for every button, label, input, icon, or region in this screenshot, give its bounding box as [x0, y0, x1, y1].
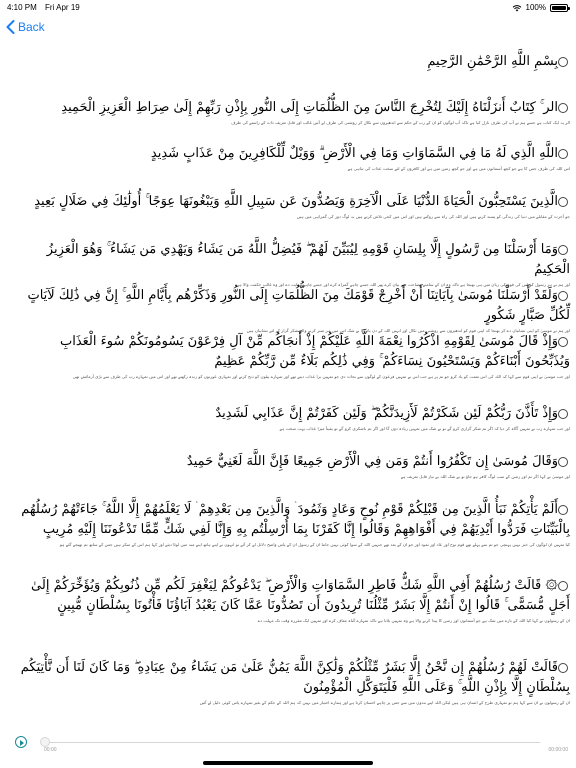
chevron-left-icon [6, 20, 15, 34]
ayah-marker-icon [558, 245, 568, 255]
verse-item[interactable] [14, 500, 570, 548]
verse-arabic: ۞ قَالَتْ رُسُلُهُمْ أَفِي اللَّهِ شَكٌّ فَاطِرِ السَّمَاوَاتِ وَالْأَرْضِ ۖ يَدْعُوكُمْ لِيَغْفِرَ لَكُم مِّن ذُنُوبِكُمْ وَيُؤَخِّرَكُمْ إِلَىٰ أَجَلٍ مُّسَمًّى ۚ قَالُوا إِنْ أَنتُمْ إِلَّا بَشَرٌ مِّثْلُنَا تُرِيدُونَ أَن تَصُدُّونَا عَمَّا كَانَ يَعْبُدُ آبَاؤُنَا فَأْتُونَا بِسُلْطَانٍ مُّبِينٍ [31, 578, 570, 613]
ayah-marker-icon [558, 57, 568, 67]
ayah-marker-icon [558, 291, 568, 301]
verse-item[interactable] [14, 52, 570, 74]
verse-arabic: الر ۚ كِتَابٌ أَنزَلْنَاهُ إِلَيْكَ لِتُخْرِجَ النَّاسَ مِنَ الظُّلُمَاتِ إِلَى النُّورِ بِإِذْنِ رَبِّهِمْ إِلَىٰ صِرَاطِ الْعَزِيزِ الْحَمِيدِ [14, 98, 570, 118]
verse-arabic: وَإِذْ تَأَذَّنَ رَبُّكُمْ لَئِن شَكَرْتُمْ لَأَزِيدَنَّكُمْ ۖ وَلَئِن كَفَرْتُمْ إِنَّ عَذَابِي لَشَدِيدٌ [14, 404, 570, 424]
ayah-marker-icon [558, 103, 568, 113]
status-bar [0, 0, 576, 14]
verse-list[interactable] [0, 44, 576, 734]
verse-item[interactable] [14, 452, 570, 480]
verse-arabic: اللَّهِ الَّذِي لَهُ مَا فِي السَّمَاوَاتِ وَمَا فِي الْأَرْضِ ۗ وَوَيْلٌ لِّلْكَافِرِينَ مِنْ عَذَابٍ شَدِيدٍ [14, 144, 570, 164]
ayah-marker-icon [558, 409, 568, 419]
verse-item[interactable] [14, 404, 570, 432]
verse-translation: ان کے رسولوں نے ان سے کہا ہم تو تمہاری طرح کے انسان ہی ہیں لیکن اللہ اپنے بندوں میں سے جس پر چاہے احسان کرتا ہے اور ہمارے اختیار میں نہیں کہ ہم اللہ کے حکم کے بغیر تمہارے پاس کوئی دلیل لے آئیں [199, 700, 570, 705]
verse-arabic: قَالَتْ لَهُمْ رُسُلُهُمْ إِن نَّحْنُ إِلَّا بَشَرٌ مِّثْلُكُمْ وَلَٰكِنَّ اللَّهَ يَمُنُّ عَلَىٰ مَن يَشَاءُ مِنْ عِبَادِهِ ۖ وَمَا كَانَ لَنَا أَن نَّأْتِيَكُم بِسُلْطَانٍ إِلَّا بِإِذْنِ اللَّهِ ۚ وَعَلَى اللَّهِ فَلْيَتَوَكَّلِ الْمُؤْمِنُونَ [20, 660, 570, 695]
play-button[interactable] [15, 736, 27, 748]
verse-item[interactable] [14, 332, 570, 380]
verse-arabic: وَمَا أَرْسَلْنَا مِن رَّسُولٍ إِلَّا بِلِسَانِ قَوْمِهِ لِيُبَيِّنَ لَهُمْ ۖ فَيُضِلُّ اللَّهُ مَن يَشَاءُ وَيَهْدِي مَن يَشَاءُ ۚ وَهُوَ الْعَزِيزُ الْحَكِيمُ [46, 242, 570, 277]
verse-item[interactable] [14, 144, 570, 172]
verse-arabic: بِسْمِ اللَّهِ الرَّحْمَٰنِ الرَّحِيمِ [14, 52, 570, 72]
verse-translation: اس اللہ کی طرف جس کا ہے جو کچھ آسمانوں میں ہے اور جو کچھ زمین میں ہے اور کافروں کے لئے سخت عذاب کی تباہی ہے [347, 166, 570, 171]
ayah-marker-icon [558, 457, 568, 467]
verse-translation: اور موسیٰ نے کہا اگر تم اور زمین کے سب لوگ کافر ہو جاؤ تو بے شک اللہ بے نیاز قابل تعریف ہے [400, 474, 570, 479]
back-label: Back [18, 20, 45, 34]
ayah-marker-icon [558, 149, 568, 159]
battery-icon [550, 4, 568, 12]
verse-translation: اور ہم نے موسیٰ کو اپنی نشانیاں دے کر بھیجا کہ اپنی قوم کو اندھیروں سے روشنی میں نکال اور انہیں اللہ کے دن یاد دلا بے شک اس میں ہر صبر کرنے والے شکر گزار کے لئے نشانیاں ہیں [246, 328, 570, 333]
ayah-marker-icon [558, 663, 568, 673]
total-time: 00:00:00 [548, 747, 568, 753]
status-date: Fri Apr 19 [45, 3, 80, 12]
verse-translation: ان کے رسولوں نے کہا کیا اللہ کے بارے میں شک ہے جو آسمانوں اور زمین کا پیدا کرنے والا ہے وہ تمہیں بلاتا ہے تاکہ تمہارے گناہ معاف کرے اور تمہیں ایک مقررہ وقت تک مہلت دے [257, 618, 570, 623]
verse-translation: جو آخرت کے مقابلے میں دنیا کی زندگی کو پسند کرتے ہیں اور اللہ کی راہ سے روکتے ہیں اور اس میں کجی تلاش کرتے ہیں یہ لوگ دور کی گمراہی میں ہیں [296, 214, 570, 219]
verse-arabic: الَّذِينَ يَسْتَحِبُّونَ الْحَيَاةَ الدُّنْيَا عَلَى الْآخِرَةِ وَيَصُدُّونَ عَن سَبِيلِ اللَّهِ وَيَبْغُونَهَا عِوَجًا ۚ أُولَٰئِكَ فِي ضَلَالٍ بَعِيدٍ [14, 192, 570, 212]
battery-fill [552, 6, 566, 10]
verse-translation: اور جب موسیٰ نے اپنی قوم سے کہا کہ اللہ کی اس نعمت کو یاد کرو جو تم پر ہے جب اس نے تمہیں فرعون کے لوگوں سے نجات دی جو تمہیں برا عذاب دیتے تھے اور تمہارے بیٹوں کو ذبح کرتے اور تمہاری عورتوں کو زندہ رکھتے تھے اور اس میں تمہارے رب کی طرف سے بڑی آزمائش تھی [72, 374, 570, 379]
ayah-marker-icon [558, 581, 568, 591]
nav-bar [0, 14, 576, 42]
back-button[interactable] [6, 20, 45, 34]
ayah-marker-icon [558, 337, 568, 347]
verse-arabic: وَلَقَدْ أَرْسَلْنَا مُوسَىٰ بِآيَاتِنَا أَنْ أَخْرِجْ قَوْمَكَ مِنَ الظُّلُمَاتِ إِلَى النُّورِ وَذَكِّرْهُم بِأَيَّامِ اللَّهِ ۚ إِنَّ فِي ذَٰلِكَ لَآيَاتٍ لِّكُلِّ صَبَّارٍ شَكُورٍ [27, 288, 570, 323]
ayah-marker-icon [558, 505, 568, 515]
verse-item[interactable] [14, 98, 570, 126]
battery-percent: 100% [525, 3, 546, 12]
status-right [512, 3, 568, 12]
play-icon [20, 740, 24, 746]
verse-translation: اور ہم نے ہر رسول کو اس کی قوم کی زبان میں ہی بھیجا ہے تاکہ وہ ان کے سامنے وضاحت سے بیان کرے پھر اللہ جسے چاہے گمراہ کرے اور جسے چاہے ہدایت دے اور وہ غالب حکمت والا ہے [236, 282, 570, 287]
home-indicator[interactable] [203, 761, 373, 765]
verse-arabic: أَلَمْ يَأْتِكُمْ نَبَأُ الَّذِينَ مِن قَبْلِكُمْ قَوْمِ نُوحٍ وَعَادٍ وَثَمُودَ ۛ وَالَّذِينَ مِن بَعْدِهِمْ ۛ لَا يَعْلَمُهُمْ إِلَّا اللَّهُ ۚ جَاءَتْهُمْ رُسُلُهُم بِالْبَيِّنَاتِ فَرَدُّوا أَيْدِيَهُمْ فِي أَفْوَاهِهِمْ وَقَالُوا إِنَّا كَفَرْنَا بِمَا أُرْسِلْتُم بِهِ وَإِنَّا لَفِي شَكٍّ مِّمَّا تَدْعُونَنَا إِلَيْهِ مُرِيبٍ [21, 502, 570, 537]
verse-item[interactable] [14, 658, 570, 706]
status-time: 4:10 PM [7, 3, 37, 12]
current-time: 00:00 [44, 747, 57, 753]
verse-item[interactable] [14, 576, 570, 624]
verse-translation: کیا تمہیں ان لوگوں کی خبر نہیں پہنچی جو تم سے پہلے تھے قوم نوح اور عاد اور ثمود اور جو ان کے بعد تھے جنہیں اللہ کے سوا کوئی نہیں جانتا ان کے رسول ان کے پاس واضح دلائل لے کر آئے تو انہوں نے اپنے ہاتھ اپنے منہ میں لوٹا دیئے اور کہا ہم اس کے منکر ہیں جس کے ساتھ تم بھیجے گئے ہو [59, 542, 570, 547]
verse-translation: اور جب تمہارے رب نے تمہیں آگاہ کر دیا کہ اگر تم شکر گزاری کرو گے تو بے شک میں تمہیں زیادہ دوں گا اور اگر تم ناشکری کرو گے تو یقیناً میرا عذاب بہت سخت ہے [279, 426, 570, 431]
status-left [7, 3, 86, 12]
verse-arabic: وَقَالَ مُوسَىٰ إِن تَكْفُرُوا أَنتُمْ وَمَن فِي الْأَرْضِ جَمِيعًا فَإِنَّ اللَّهَ لَغَنِيٌّ حَمِيدٌ [14, 452, 570, 472]
verse-item[interactable] [14, 240, 570, 288]
progress-slider-thumb[interactable] [40, 737, 50, 747]
progress-track[interactable] [44, 742, 540, 743]
verse-translation: الر یہ ایک کتاب ہے جسے ہم نے آپ کی طرف نازل کیا ہے تاکہ آپ لوگوں کو ان کے رب کے حکم سے اندھیروں سے نکال کر روشنی کی طرف لے آئیں غالب اور قابل تعریف ذات کے راستے کی طرف [231, 120, 570, 125]
verse-arabic: وَإِذْ قَالَ مُوسَىٰ لِقَوْمِهِ اذْكُرُوا نِعْمَةَ اللَّهِ عَلَيْكُمْ إِذْ أَنجَاكُم مِّنْ آلِ فِرْعَوْنَ يَسُومُونَكُمْ سُوءَ الْعَذَابِ وَيُذَبِّحُونَ أَبْنَاءَكُمْ وَيَسْتَحْيُونَ نِسَاءَكُمْ ۚ وَفِي ذَٰلِكُم بَلَاءٌ مِّن رَّبِّكُمْ عَظِيمٌ [59, 334, 570, 369]
verse-item[interactable] [14, 286, 570, 334]
verse-item[interactable] [14, 192, 570, 220]
wifi-icon [512, 4, 522, 12]
ayah-marker-icon [558, 197, 568, 207]
